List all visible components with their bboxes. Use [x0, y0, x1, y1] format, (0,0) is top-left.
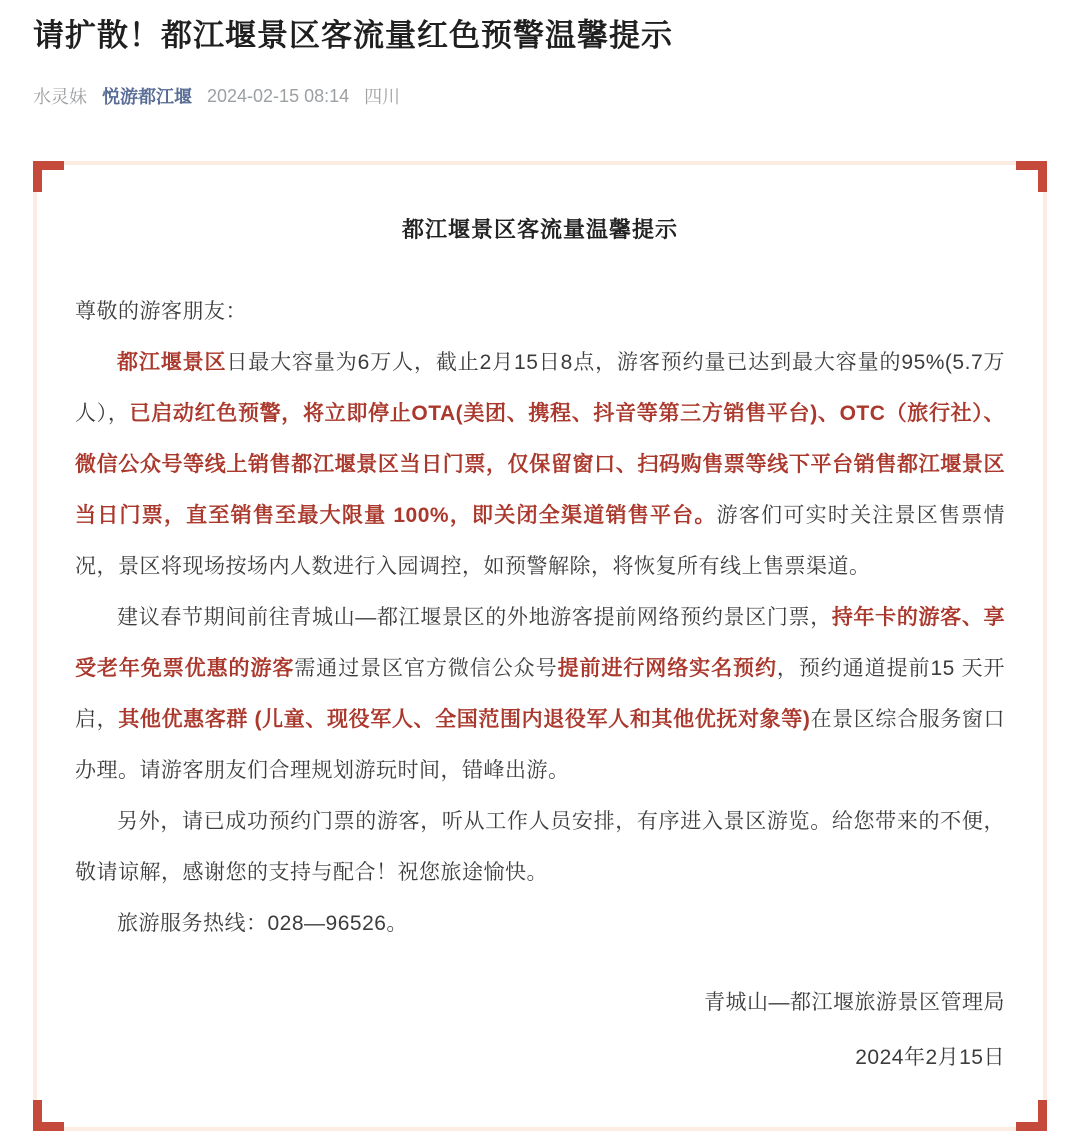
- notice-paragraph: [75, 592, 1005, 796]
- notice-text: 旅游服务热线：028—96526。: [117, 912, 408, 935]
- notice-box: [33, 161, 1047, 1131]
- corner-bracket-top-right-icon: [1016, 161, 1047, 192]
- corner-bracket-top-left-icon: [33, 161, 64, 192]
- notice-signature: [75, 975, 1005, 1085]
- corner-bracket-bottom-right-icon: [1016, 1100, 1047, 1131]
- notice-text-emphasis: 提前进行网络实名预约: [557, 657, 777, 680]
- notice-text: 日最大容量为6万人，截止2月15日8点，游客预约量已达到最大容量的95%(5.7万人），: [75, 351, 1005, 425]
- signature-date: 2024年2月15日: [855, 1046, 1005, 1069]
- notice-text-emphasis: 持年卡的游客、享受老年免票优惠的游客: [75, 606, 1005, 680]
- notice-paragraph: [75, 898, 1005, 949]
- notice-text: 需通过景区官方微信公众号: [294, 657, 558, 680]
- publish-datetime: 2024-02-15 08:14: [207, 85, 350, 106]
- article-header: [0, 0, 1080, 109]
- signature-org: 青城山—都江堰旅游景区管理局: [704, 991, 1005, 1014]
- notice-body: [75, 286, 1005, 949]
- notice-text: 另外，请已成功预约门票的游客，听从工作人员安排，有序进入景区游览。给您带来的不便，敬请谅解，感谢您的支持与配合！祝您旅途愉快。: [75, 810, 1005, 884]
- notice-text: 建议春节期间前往青城山—都江堰景区的外地游客提前网络预约景区门票，: [117, 606, 832, 629]
- account-link[interactable]: 悦游都江堰: [102, 87, 192, 107]
- notice-paragraph: [75, 796, 1005, 898]
- corner-bracket-bottom-left-icon: [33, 1100, 64, 1131]
- notice-text-emphasis: 其他优惠客群 (儿童、现役军人、全国范围内退役军人和其他优抚对象等): [118, 708, 811, 731]
- notice-text-emphasis: 都江堰景区: [117, 351, 227, 374]
- notice-text: 游客们可实时关注景区售票情况，景区将现场按场内人数进行入园调控，如预警解除，将恢复所有线上售票渠道。: [75, 504, 1006, 578]
- author-name: 水灵妹: [33, 87, 87, 107]
- publish-location: 四川: [364, 87, 401, 107]
- notice-paragraphs: [75, 337, 1005, 949]
- notice-text: 在景区综合服务窗口办理。请游客朋友们合理规划游玩时间，错峰出游。: [75, 708, 1006, 782]
- notice-text-emphasis: 已启动红色预警，将立即停止OTA(美团、携程、抖音等第三方销售平台)、OTC（旅行社）、微信公众号等线上销售都江堰景区当日门票，仅保留窗口、扫码购售票等线下平台销售都江堰景区当日门票，直至销售至最大限量 100%，即关闭全渠道销售平台。: [75, 402, 1005, 527]
- notice-text: ，预约通道提前15 天开启，: [75, 657, 1006, 731]
- notice-salutation: 尊敬的游客朋友：: [75, 300, 247, 323]
- byline: [33, 83, 1047, 109]
- notice-paragraph: [75, 337, 1005, 592]
- article-title: 请扩散！都江堰景区客流量红色预警温馨提示: [33, 18, 673, 53]
- notice-title: 都江堰景区客流量温馨提示: [401, 217, 678, 242]
